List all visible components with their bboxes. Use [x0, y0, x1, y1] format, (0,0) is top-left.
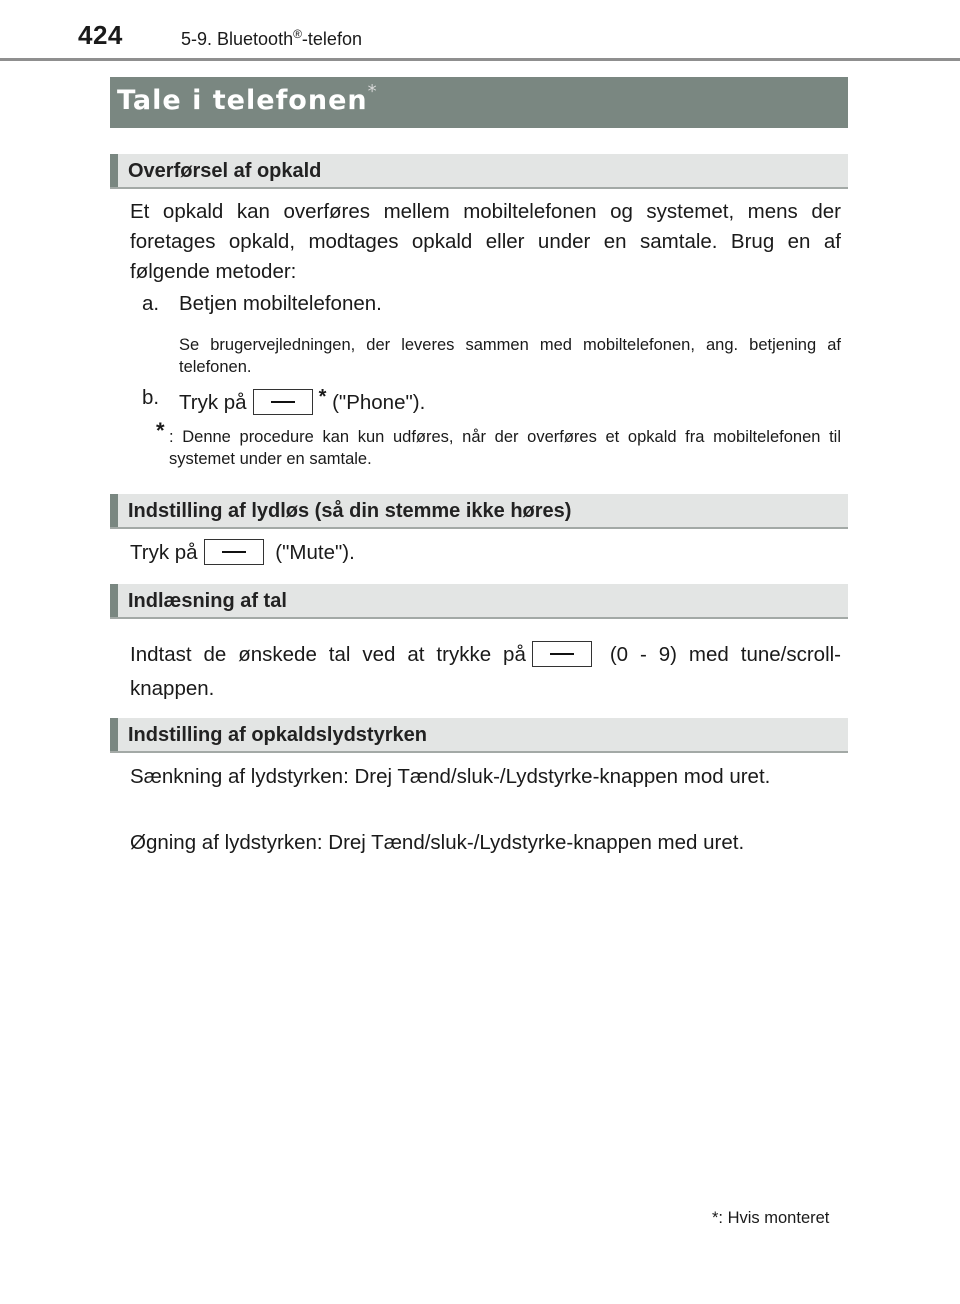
title-asterisk: * — [367, 81, 378, 102]
page-footnote-text: : Hvis monteret — [718, 1209, 830, 1227]
page-header — [0, 0, 960, 64]
item-a-note: Se brugervejledningen, der leveres sammen med mobiltelefonen, ang. betjening af telefonen. — [179, 336, 841, 376]
page-footnote — [712, 1209, 829, 1228]
footnote-asterisk: * — [156, 418, 165, 443]
section-heading-digits — [110, 584, 848, 619]
transfer-intro: Et opkald kan overføres mellem mobiltelefonen og systemet, mens der foretages opkald, modtages opkald eller under en samtale. Brug en af følgende metoder: — [130, 200, 841, 283]
page-number: 424 — [78, 20, 123, 50]
digits-pre: Indtast de ønskede tal ved at trykke på — [130, 643, 526, 666]
section-heading-text: Indstilling af opkaldslydstyrken — [128, 724, 427, 746]
digits-text — [130, 638, 841, 706]
digits-post: (0 - 9) med tune/scroll-knappen. — [130, 643, 842, 700]
item-a-label: a. — [142, 292, 160, 315]
item-a-text: Betjen mobiltelefonen. — [179, 292, 382, 315]
chapter-title — [181, 27, 362, 50]
section-heading-text: Indlæsning af tal — [128, 590, 287, 612]
mute-post: ("Mute"). — [275, 541, 355, 564]
section-heading-text: Indstilling af lydløs (så din stemme ikke høres) — [128, 500, 572, 522]
header-divider — [0, 58, 960, 61]
section-heading-volume — [110, 718, 848, 753]
volume-increase-text: Øgning af lydstyrken: Drej Tænd/sluk-/Lydstyrke-knappen med uret. — [130, 831, 745, 854]
page-title-band — [110, 77, 848, 128]
mute-pre: Tryk på — [130, 541, 198, 564]
transfer-footnote: : Denne procedure kan kun udføres, når der overføres et opkald fra mobiltelefonen til systemet under en samtale. — [169, 428, 841, 468]
volume-decrease-text: Sænkning af lydstyrken: Drej Tænd/sluk-/Lydstyrke-knappen mod uret. — [130, 765, 771, 788]
digit-button-icon — [532, 641, 592, 667]
item-b-pre: Tryk på — [179, 391, 247, 414]
page-footnote-asterisk: * — [712, 1209, 719, 1227]
section-heading-transfer — [110, 154, 848, 189]
item-b-text — [179, 386, 425, 417]
item-b-label: b. — [142, 386, 160, 409]
page-title — [117, 81, 378, 116]
page-title-text: Tale i telefonen — [117, 85, 368, 116]
chapter-prefix: 5-9. Bluetooth — [181, 29, 294, 49]
section-heading-mute — [110, 494, 848, 529]
asterisk-marker: * — [318, 386, 327, 408]
chapter-suffix: -telefon — [301, 29, 362, 49]
section-heading-text: Overførsel af opkald — [128, 160, 322, 182]
mute-button-icon — [204, 539, 264, 565]
item-b-post: ("Phone"). — [332, 391, 426, 414]
phone-button-icon — [253, 389, 313, 415]
registered-mark: ® — [293, 27, 302, 41]
mute-text — [130, 538, 841, 568]
